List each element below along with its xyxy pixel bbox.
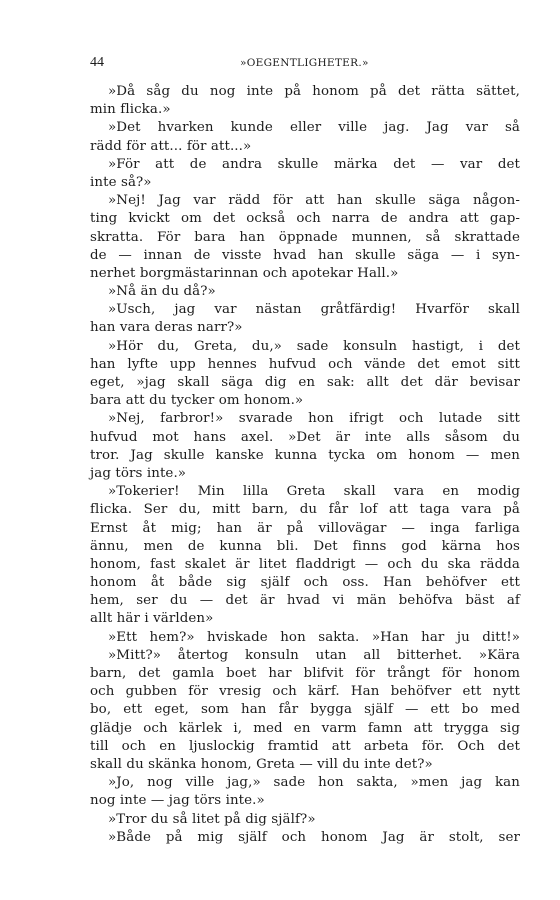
text-line: barn, det gamla boet har blifvit för trångt för honom — [90, 666, 520, 681]
text-line: »Usch, jag var nästan gråtfärdig! Hvarför skall — [108, 302, 520, 318]
text-line: honom, fast skalet är litet fladdrigt — och du ska rädda — [90, 556, 520, 572]
text-line: honom åt både sig själf och oss. Han behöfver ett — [90, 575, 520, 591]
text-line: allt här i världen» — [90, 611, 214, 627]
text-line: bara att du tycker om honom.» — [90, 393, 304, 409]
text-line: glädje och kärlek i, med en varm famn att trygga sig — [90, 720, 520, 736]
text-line: inte så?» — [90, 174, 152, 190]
text-line: nerhet borgmästarinnan och apotekar Hall.» — [90, 265, 399, 281]
page-number: 44 — [90, 55, 104, 70]
text-line: och gubben för vresig och kärf. Han behöfver ett nytt — [90, 684, 520, 700]
text-line: Ernst åt mig; han är på villovägar — inga farliga — [90, 520, 520, 536]
text-line: nog inte — jag törs inte.» — [90, 793, 265, 809]
text-line: de — innan de visste hvad han skulle säga — i syn- — [90, 247, 520, 263]
text-line: hufvud mot hans axel. »Det är inte alls såsom du — [90, 429, 520, 445]
text-line: »Jo, nog ville jag,» sade hon sakta, »men jag kan — [108, 775, 520, 791]
text-line: ting kvickt om det också och narra de andra att gap- — [90, 211, 520, 227]
text-line: »För att de andra skulle märka det — var det — [108, 156, 520, 172]
text-line: flicka. Ser du, mitt barn, du får lof att taga vara på — [90, 502, 520, 518]
text-line: han lyfte upp hennes hufvud och vände det emot sitt — [90, 356, 520, 372]
text-line: »Både på mig själf och honom Jag är stolt, ser — [108, 829, 520, 845]
text-line: eget, »jag skall säga dig en sak: allt det där bevisar — [90, 375, 520, 390]
text-line: »Då såg du nog inte på honom på det rätta sättet, — [108, 84, 520, 99]
text-line: rädd för att... för att...» — [90, 138, 252, 154]
text-line: »Det hvarken kunde eller ville jag. Jag var så — [108, 120, 520, 136]
text-line: skall du skänka honom, Greta — vill du inte det?» — [90, 756, 433, 772]
text-line: han vara deras narr?» — [90, 320, 243, 336]
text-line: »Tror du så litet på dig själf?» — [108, 811, 316, 827]
text-line: »Nej! Jag var rädd för att han skulle säga någon- — [108, 193, 520, 209]
text-line: »Nå än du då?» — [108, 284, 216, 300]
text-line: »Ett hem?» hviskade hon sakta. »Han har ju ditt!» — [108, 629, 520, 645]
text-line: ännu, men de kunna bli. Det finns god kärna hos — [90, 538, 520, 554]
text-line: jag törs inte.» — [90, 465, 187, 481]
text-line: skratta. För bara han öppnade munnen, så skrattade — [90, 229, 520, 245]
body-text — [90, 83, 520, 847]
text-line: »Mitt?» återtog konsuln utan all bitterhet. »Kära — [108, 647, 520, 663]
text-line: »Hör du, Greta, du,» sade konsuln hastigt, i det — [108, 338, 520, 354]
text-line: tror. Jag skulle kanske kunna tycka om honom — men — [90, 447, 520, 463]
text-line: min flicka.» — [90, 102, 171, 118]
running-title: »OEGENTLIGHETER.» — [240, 57, 369, 69]
text-line: hem, ser du — det är hvad vi män behöfva bäst af — [90, 593, 520, 609]
running-head — [90, 55, 520, 73]
text-line: »Tokerier! Min lilla Greta skall vara en modig — [108, 484, 520, 500]
text-line: till och en ljuslockig framtid att arbeta för. Och det — [90, 738, 520, 754]
text-line: bo, ett eget, som han får bygga själf — ett bo med — [90, 702, 520, 718]
text-line: »Nej, farbror!» svarade hon ifrigt och lutade sitt — [108, 411, 520, 427]
